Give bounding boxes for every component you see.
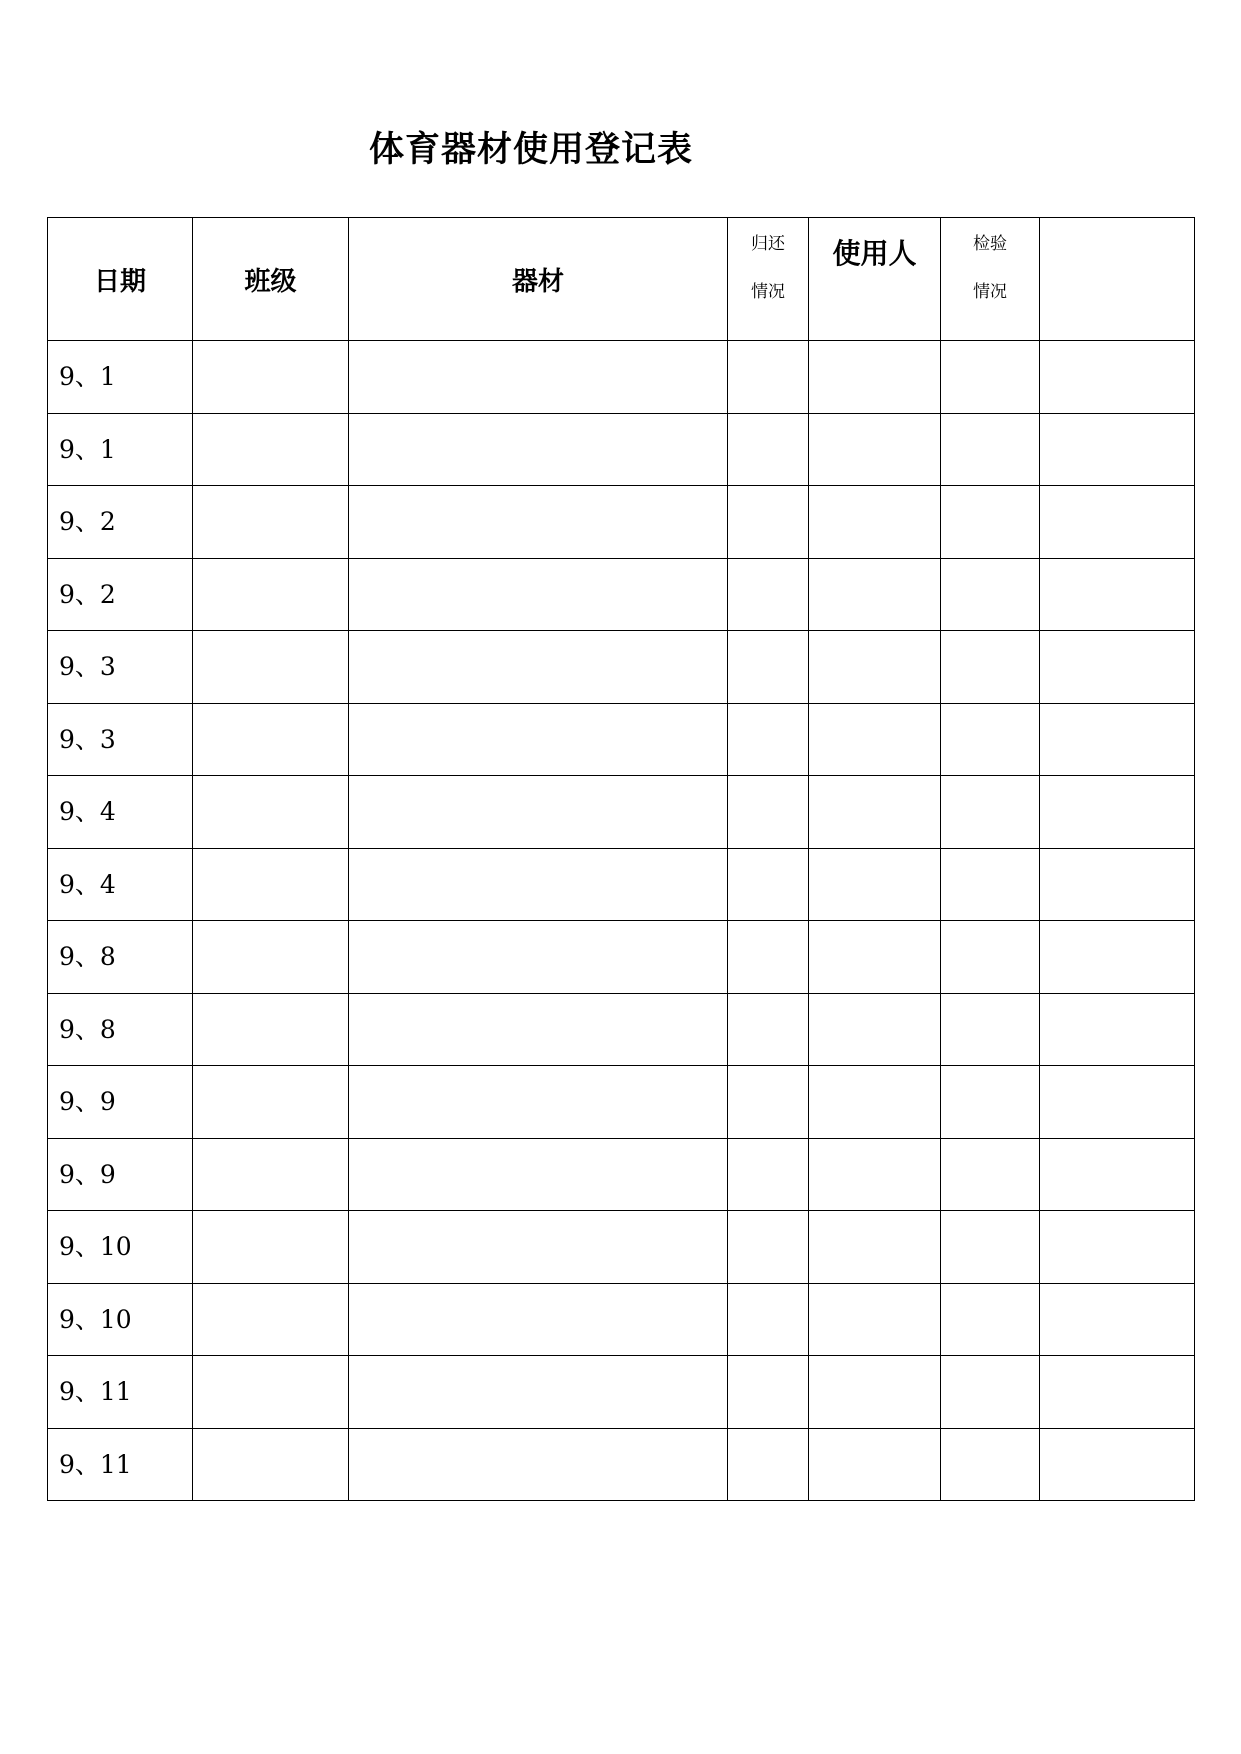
- header-return-status-line1: 归还: [751, 234, 785, 254]
- inspection-status-cell[interactable]: [941, 776, 1040, 849]
- user-cell[interactable]: [809, 486, 941, 559]
- extra-cell[interactable]: [1040, 703, 1195, 776]
- table-row: [48, 703, 1195, 776]
- inspection-status-cell[interactable]: [941, 921, 1040, 994]
- extra-cell[interactable]: [1040, 848, 1195, 921]
- equipment-cell[interactable]: [349, 631, 728, 704]
- return-status-cell[interactable]: [728, 776, 809, 849]
- date-cell: 9、9: [48, 1138, 193, 1211]
- inspection-status-cell[interactable]: [941, 993, 1040, 1066]
- class-cell[interactable]: [193, 921, 349, 994]
- header-inspection-status-line2: 情况: [973, 282, 1007, 302]
- equipment-cell[interactable]: [349, 993, 728, 1066]
- equipment-cell[interactable]: [349, 1211, 728, 1284]
- inspection-status-cell[interactable]: [941, 413, 1040, 486]
- inspection-status-cell[interactable]: [941, 1283, 1040, 1356]
- return-status-cell[interactable]: [728, 703, 809, 776]
- date-cell: 9、8: [48, 921, 193, 994]
- date-cell: 9、2: [48, 558, 193, 631]
- class-cell[interactable]: [193, 558, 349, 631]
- class-cell[interactable]: [193, 1356, 349, 1429]
- extra-cell[interactable]: [1040, 1356, 1195, 1429]
- extra-cell[interactable]: [1040, 413, 1195, 486]
- extra-cell[interactable]: [1040, 1138, 1195, 1211]
- date-cell: 9、8: [48, 993, 193, 1066]
- user-cell[interactable]: [809, 848, 941, 921]
- class-cell[interactable]: [193, 1428, 349, 1501]
- header-user: 使用人: [809, 218, 941, 341]
- class-cell[interactable]: [193, 631, 349, 704]
- header-date: 日期: [48, 218, 193, 341]
- inspection-status-cell[interactable]: [941, 703, 1040, 776]
- equipment-cell[interactable]: [349, 848, 728, 921]
- user-cell[interactable]: [809, 703, 941, 776]
- equipment-cell[interactable]: [349, 1356, 728, 1429]
- date-cell: 9、1: [48, 413, 193, 486]
- class-cell[interactable]: [193, 1066, 349, 1139]
- equipment-cell[interactable]: [349, 1283, 728, 1356]
- user-cell[interactable]: [809, 1066, 941, 1139]
- extra-cell[interactable]: [1040, 558, 1195, 631]
- table-row: [48, 1066, 1195, 1139]
- class-cell[interactable]: [193, 486, 349, 559]
- return-status-cell[interactable]: [728, 848, 809, 921]
- inspection-status-cell[interactable]: [941, 1138, 1040, 1211]
- date-cell: 9、9: [48, 1066, 193, 1139]
- date-cell: 9、11: [48, 1356, 193, 1429]
- inspection-status-cell[interactable]: [941, 631, 1040, 704]
- extra-cell[interactable]: [1040, 1283, 1195, 1356]
- inspection-status-cell[interactable]: [941, 1428, 1040, 1501]
- header-return-status-line2: 情况: [751, 282, 785, 302]
- class-cell[interactable]: [193, 413, 349, 486]
- class-cell[interactable]: [193, 1211, 349, 1284]
- return-status-cell[interactable]: [728, 1138, 809, 1211]
- return-status-cell[interactable]: [728, 341, 809, 414]
- class-cell[interactable]: [193, 848, 349, 921]
- date-cell: 9、11: [48, 1428, 193, 1501]
- inspection-status-cell[interactable]: [941, 486, 1040, 559]
- table-row: [48, 486, 1195, 559]
- inspection-status-cell[interactable]: [941, 1211, 1040, 1284]
- table-row: [48, 631, 1195, 704]
- date-cell: 9、1: [48, 341, 193, 414]
- extra-cell[interactable]: [1040, 1428, 1195, 1501]
- class-cell[interactable]: [193, 1283, 349, 1356]
- table-row: [48, 558, 1195, 631]
- table-row: [48, 1356, 1195, 1429]
- header-return-status: [728, 218, 809, 341]
- table-row: [48, 848, 1195, 921]
- return-status-cell[interactable]: [728, 993, 809, 1066]
- table-row: [48, 1283, 1195, 1356]
- equipment-cell[interactable]: [349, 1428, 728, 1501]
- date-cell: 9、3: [48, 703, 193, 776]
- user-cell[interactable]: [809, 1138, 941, 1211]
- user-cell[interactable]: [809, 631, 941, 704]
- equipment-cell[interactable]: [349, 341, 728, 414]
- user-cell[interactable]: [809, 1283, 941, 1356]
- page-title: 体育器材使用登记表: [368, 130, 693, 170]
- return-status-cell[interactable]: [728, 1428, 809, 1501]
- date-cell: 9、2: [48, 486, 193, 559]
- header-class: 班级: [193, 218, 349, 341]
- return-status-cell[interactable]: [728, 1066, 809, 1139]
- date-cell: 9、10: [48, 1211, 193, 1284]
- inspection-status-cell[interactable]: [941, 1356, 1040, 1429]
- table-row: [48, 921, 1195, 994]
- user-cell[interactable]: [809, 1211, 941, 1284]
- date-cell: 9、3: [48, 631, 193, 704]
- extra-cell[interactable]: [1040, 776, 1195, 849]
- equipment-cell[interactable]: [349, 413, 728, 486]
- class-cell[interactable]: [193, 703, 349, 776]
- date-cell: 9、4: [48, 848, 193, 921]
- return-status-cell[interactable]: [728, 631, 809, 704]
- extra-cell[interactable]: [1040, 993, 1195, 1066]
- table-row: [48, 1428, 1195, 1501]
- table-row: [48, 1138, 1195, 1211]
- extra-cell[interactable]: [1040, 486, 1195, 559]
- return-status-cell[interactable]: [728, 1356, 809, 1429]
- extra-cell[interactable]: [1040, 1211, 1195, 1284]
- inspection-status-cell[interactable]: [941, 1066, 1040, 1139]
- user-cell[interactable]: [809, 558, 941, 631]
- return-status-cell[interactable]: [728, 486, 809, 559]
- extra-cell[interactable]: [1040, 341, 1195, 414]
- equipment-cell[interactable]: [349, 776, 728, 849]
- class-cell[interactable]: [193, 993, 349, 1066]
- header-extra: [1040, 218, 1195, 341]
- user-cell[interactable]: [809, 921, 941, 994]
- extra-cell[interactable]: [1040, 1066, 1195, 1139]
- equipment-register-table: [47, 217, 1195, 1501]
- return-status-cell[interactable]: [728, 413, 809, 486]
- date-cell: 9、4: [48, 776, 193, 849]
- register-body: [48, 341, 1195, 1501]
- inspection-status-cell[interactable]: [941, 848, 1040, 921]
- header-inspection-status: [941, 218, 1040, 341]
- class-cell[interactable]: [193, 776, 349, 849]
- return-status-cell[interactable]: [728, 1211, 809, 1284]
- table-row: [48, 776, 1195, 849]
- return-status-cell[interactable]: [728, 1283, 809, 1356]
- user-cell[interactable]: [809, 1356, 941, 1429]
- header-row: [48, 218, 1195, 341]
- date-cell: 9、10: [48, 1283, 193, 1356]
- header-inspection-status-line1: 检验: [973, 234, 1007, 254]
- equipment-cell[interactable]: [349, 1138, 728, 1211]
- equipment-cell[interactable]: [349, 703, 728, 776]
- inspection-status-cell[interactable]: [941, 341, 1040, 414]
- equipment-cell[interactable]: [349, 1066, 728, 1139]
- table-row: [48, 413, 1195, 486]
- user-cell[interactable]: [809, 413, 941, 486]
- table-row: [48, 1211, 1195, 1284]
- table-row: [48, 993, 1195, 1066]
- equipment-cell[interactable]: [349, 558, 728, 631]
- extra-cell[interactable]: [1040, 921, 1195, 994]
- return-status-cell[interactable]: [728, 921, 809, 994]
- header-equipment: 器材: [349, 218, 728, 341]
- class-cell[interactable]: [193, 341, 349, 414]
- extra-cell[interactable]: [1040, 631, 1195, 704]
- user-cell[interactable]: [809, 776, 941, 849]
- equipment-cell[interactable]: [349, 921, 728, 994]
- inspection-status-cell[interactable]: [941, 558, 1040, 631]
- class-cell[interactable]: [193, 1138, 349, 1211]
- user-cell[interactable]: [809, 1428, 941, 1501]
- user-cell[interactable]: [809, 341, 941, 414]
- user-cell[interactable]: [809, 993, 941, 1066]
- equipment-cell[interactable]: [349, 486, 728, 559]
- table-row: [48, 341, 1195, 414]
- return-status-cell[interactable]: [728, 558, 809, 631]
